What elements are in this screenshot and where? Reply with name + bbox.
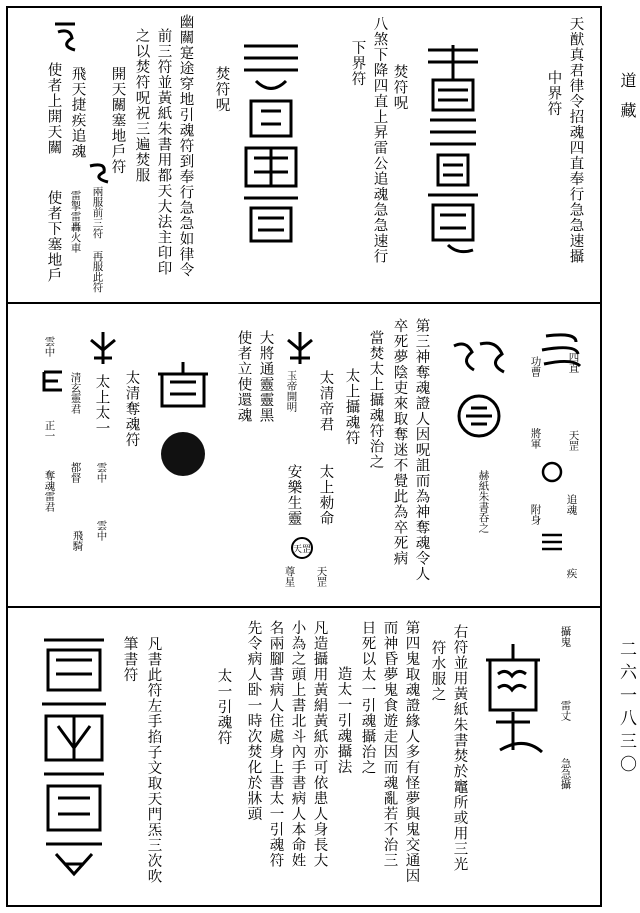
p2-col-14c: 奪魂雷君: [43, 470, 56, 512]
p2-col-6: 太上攝魂符: [343, 368, 360, 446]
p2-col-2: 功曹: [529, 356, 542, 377]
p3-col-8: 凡造攝用黃絹黃紙亦可依患人身長大: [311, 620, 328, 868]
p2-col-14: 雲中: [43, 336, 56, 357]
p2-col-1b: 天罡: [567, 430, 580, 451]
p2-col-3: 第三神奪魂證人因呪詛而為神奪魂令人: [413, 318, 430, 582]
p1-col-4: 焚符呪: [391, 64, 408, 111]
p2-col-2b: 將軍: [529, 428, 542, 449]
page-number: 二六一八三〇: [616, 640, 636, 778]
svg-text:天罡: 天罡: [292, 545, 312, 555]
p1-col-8: 開天關塞地戶符: [109, 66, 126, 175]
p3-col-10: 名兩腳書病人住處身上書太一引魂符: [267, 620, 284, 868]
talisman-glyph-4: [282, 330, 318, 366]
triple-line-symbol: [540, 530, 564, 554]
p3-col-13: 凡書此符左手掐子文取天門炁三次吹: [145, 636, 162, 884]
talisman-glyph-5: [86, 330, 120, 366]
p3-col-5: 而神昏夢鬼食遊走因而魂亂若不治三: [381, 620, 398, 868]
p3-col-2: 右符並用黃紙朱書焚於竈所或用三光: [451, 624, 468, 872]
p1-col-1: 天猷真君律令招魂四直奉行急急速攝: [567, 16, 584, 264]
tiangang-seal-circle: [290, 536, 314, 560]
p2-col-4: 卒死夢陰吏來取奪迷不覺此為卒死病: [391, 318, 408, 566]
p1-col-10b: 使者下塞地戶: [45, 190, 62, 283]
p1-col-9b: 雷掣雷轟火車: [69, 190, 82, 253]
talisman-glyph-1: [50, 18, 80, 54]
talisman-seal-1: [418, 40, 488, 260]
p3-col-11: 先令病人卧一時次焚化於牀頭: [245, 620, 262, 822]
p2-col-11: 太清奪魂符: [123, 370, 140, 448]
p2-col-14b: 正一: [43, 420, 56, 441]
p2-col-7c: 天罡: [315, 566, 328, 587]
p2-col-13c: 雲中: [95, 520, 108, 541]
talisman-seal-6: [34, 630, 114, 880]
talisman-seal-2: [236, 36, 306, 256]
p2-col-5: 當焚太上攝魂符治之: [367, 330, 384, 470]
p2-col-2e: 疾: [565, 568, 578, 579]
p2-col-13d: 飛騎: [71, 530, 84, 551]
p3-col-9: 小為之頭上書北斗內手書病人本命姓: [289, 620, 306, 868]
p3-col-6: 日死以太一引魂攝治之: [359, 620, 376, 775]
p3-col-1b: 雷丈: [559, 700, 572, 721]
p1-col-8-note: 兩服前三符 再服此符: [91, 186, 104, 293]
panel-divider-top: [6, 302, 602, 304]
p1-col-5: 幽關寔途穿地引魂符到奉行急急如律令: [177, 14, 194, 278]
p3-col-7: 造太一引魂攝法: [335, 666, 352, 775]
talisman-glyph-2: [86, 160, 112, 186]
p3-col-4: 第四鬼取魂證緣人多有怪夢與鬼交通因: [403, 620, 420, 884]
p2-col-2d: 追魂: [565, 494, 578, 515]
p1-col-10: 使者上開天關: [45, 62, 62, 155]
p2-col-7b: 太上勑命: [317, 464, 334, 526]
circle-symbol: [540, 460, 564, 484]
talisman-seal-5: [476, 640, 550, 760]
p1-col-9: 飛天捷疾追魂: [69, 66, 86, 159]
p2-col-9: 大將通靈靈黑: [257, 330, 274, 423]
p1-col-3a: 八煞下降四直上昇雷公追魂急急速行: [371, 16, 388, 264]
p1-col-6: 前三符並黃紙朱書用都天大法主印印: [155, 28, 172, 276]
p3-col-14: 筆書符: [121, 636, 138, 683]
p2-col-12: 太上太一: [93, 374, 110, 436]
p2-col-12b: 雲中: [95, 462, 108, 483]
p1-col-4b: 焚符呪: [213, 66, 230, 113]
p2-col-13: 清玄靈君: [69, 372, 82, 414]
p2-note: 赫紙朱書呑之: [477, 470, 490, 533]
p2-col-7: 太清帝君: [317, 370, 334, 432]
p2-col-8c: 尊星: [283, 566, 296, 587]
p3-col-12: 太一引魂符: [215, 668, 232, 746]
p2-col-1: 四直: [567, 352, 580, 373]
p2-col-8: 玉帝開明: [285, 370, 298, 412]
p3-col-3: 符水服之: [429, 640, 446, 702]
talisman-seal-3: [446, 336, 512, 446]
p2-col-10: 使者立使還魂: [235, 330, 252, 423]
p3-col-1: 攝鬼: [559, 626, 572, 647]
p2-col-8b: 安樂生靈: [285, 464, 302, 526]
p2-col-2c: 附身: [529, 504, 542, 525]
talisman-glyph-6: [40, 368, 66, 394]
p1-col-2: 中界符: [545, 70, 562, 117]
p1-col-3b: 下界符: [349, 40, 366, 87]
panel-divider-bottom: [6, 606, 602, 608]
talisman-seal-4: [150, 358, 216, 478]
p3-col-1c: 急急攝: [559, 758, 572, 790]
p1-col-7: 之以焚符呪祝三遍焚服: [133, 28, 150, 183]
canon-title: 道藏: [618, 72, 637, 132]
p2-col-13b: 都督: [69, 462, 82, 483]
